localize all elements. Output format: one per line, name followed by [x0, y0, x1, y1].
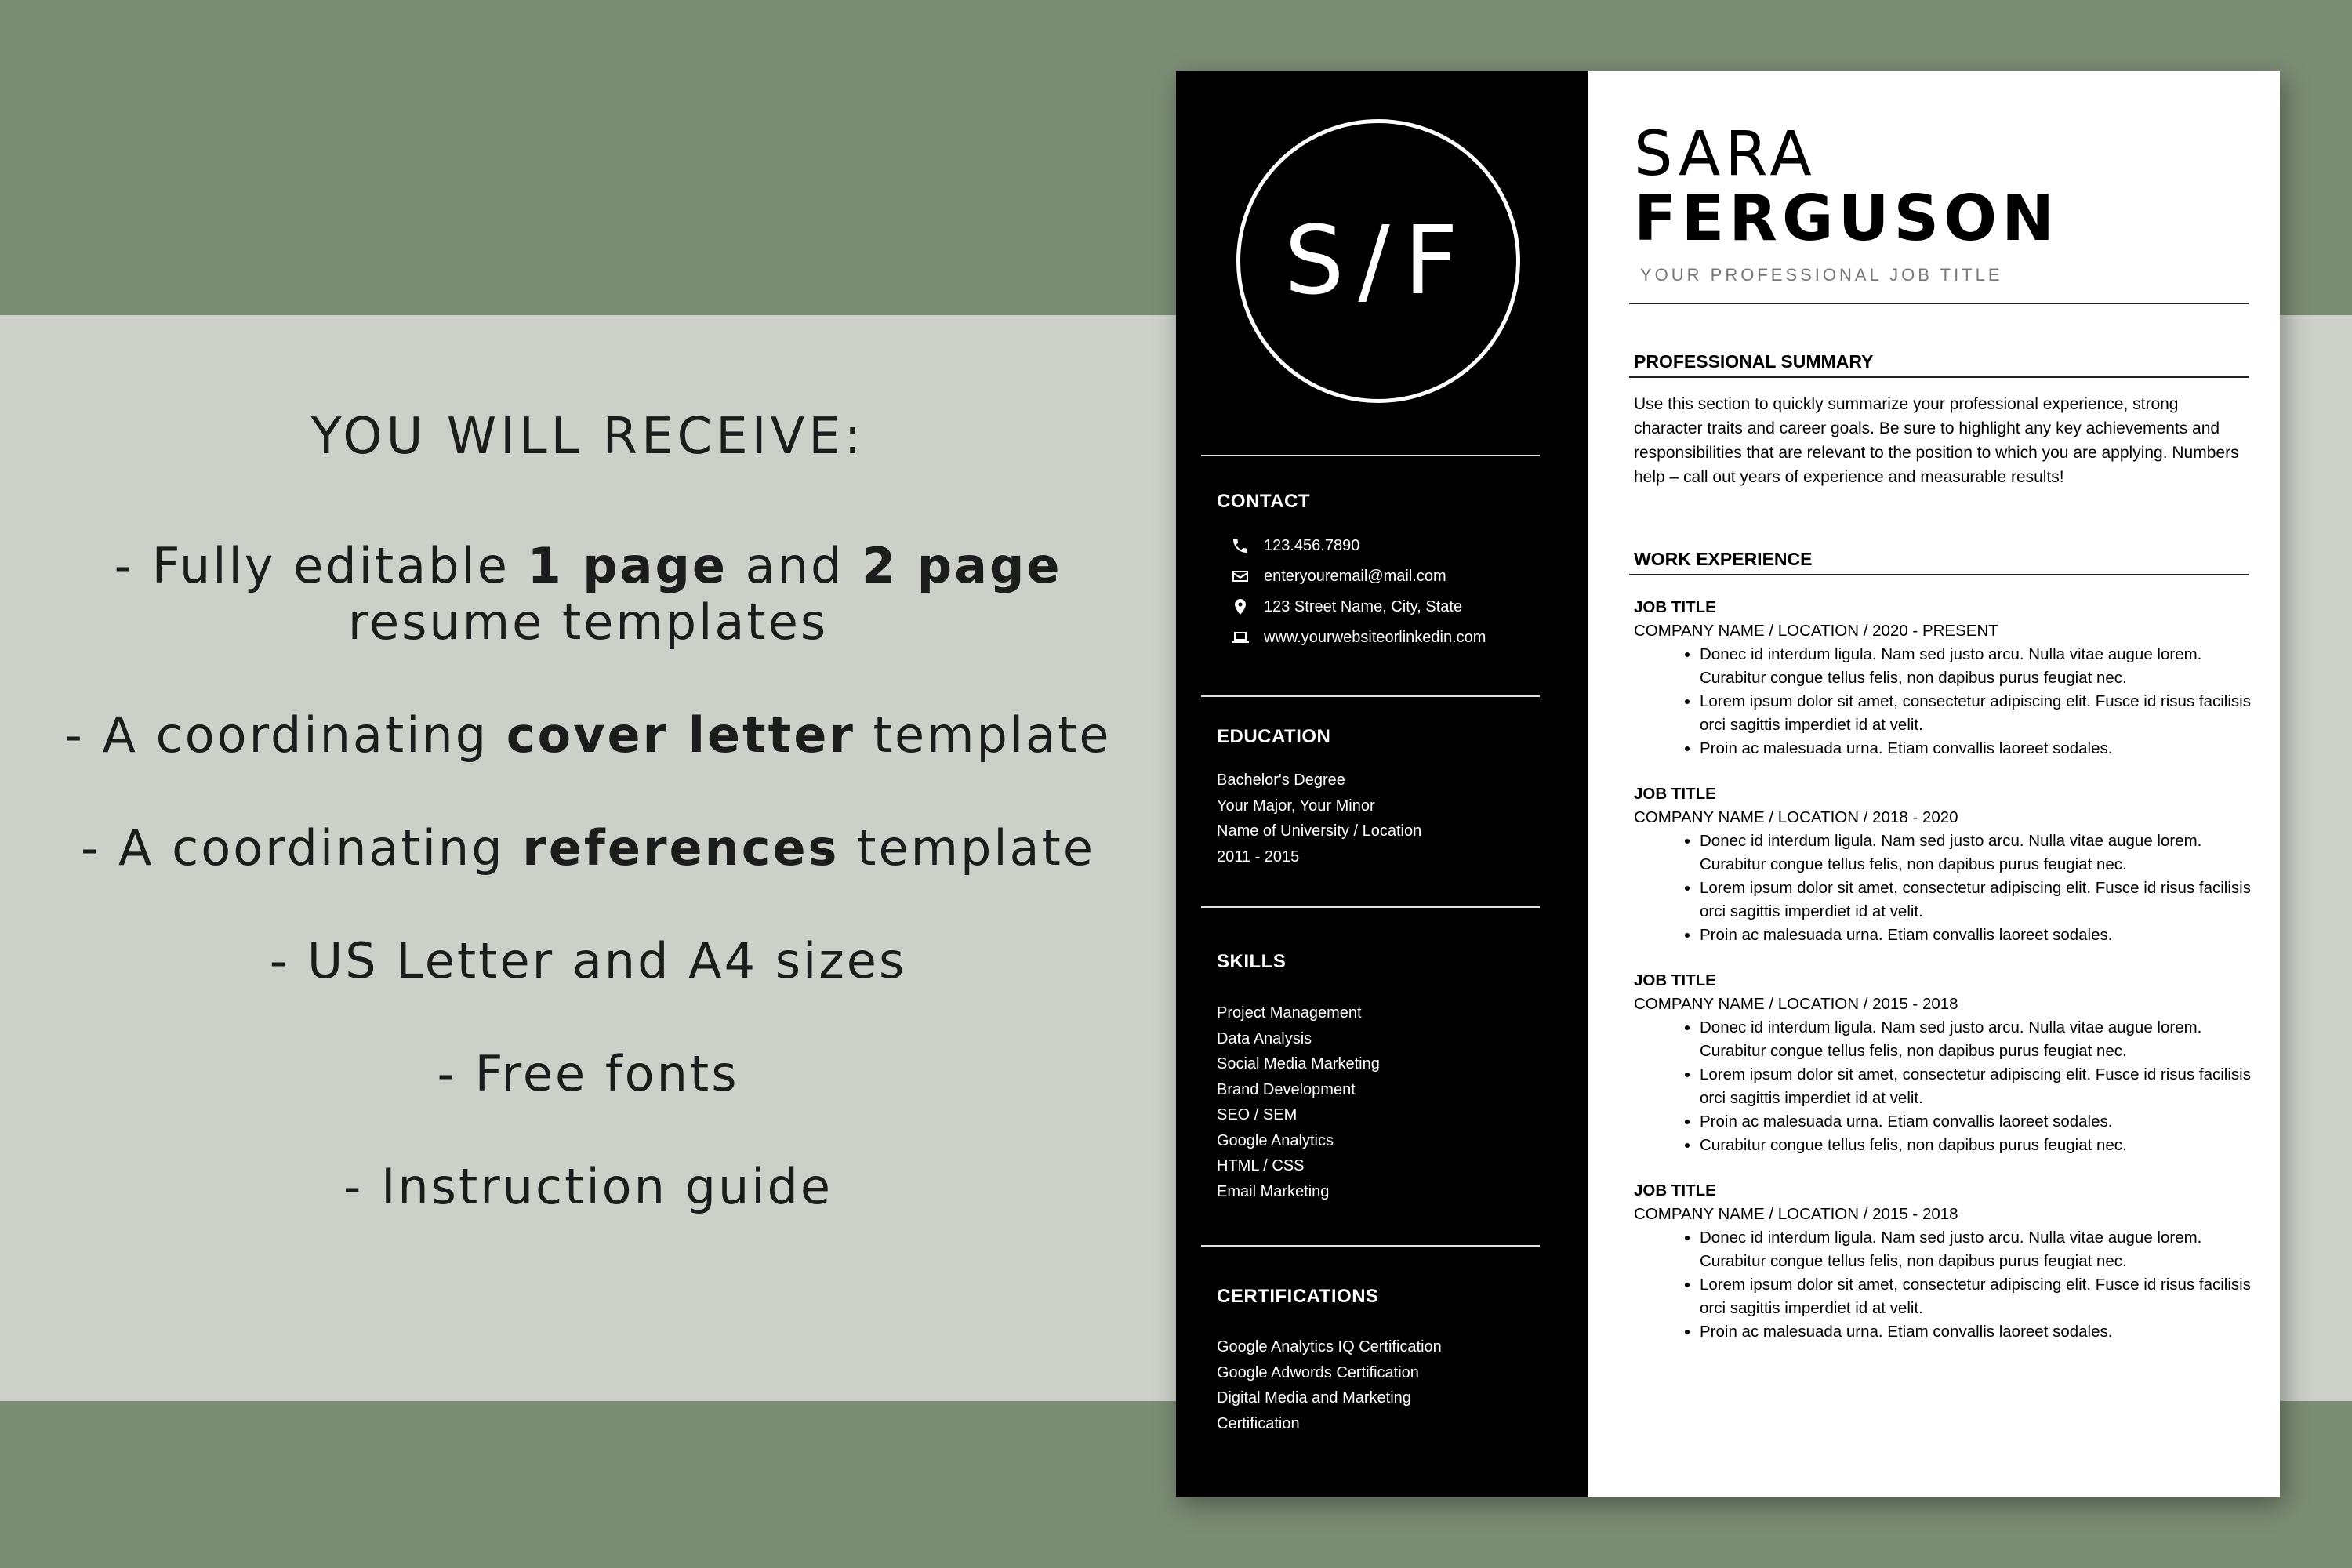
summary-title: PROFESSIONAL SUMMARY: [1634, 351, 1874, 372]
job-bullet: • Proin ac malesuada urna. Etiam convallis laoreet sodales.: [1700, 1320, 2253, 1344]
job-bullet: • Donec id interdum ligula. Nam sed justo arcu. Nulla vitae augue lorem. Curabitur congue tellus felis, non dapibus purus feugiat nec.: [1700, 1226, 2253, 1273]
divider: [1201, 1245, 1540, 1247]
certification-line: Google Adwords Certification: [1217, 1363, 1419, 1381]
job-bullet: • Lorem ipsum dolor sit amet, consectetur adipiscing elit. Fusce id risus facilisis orci sagittis imperdiet id at velit.: [1700, 1063, 2253, 1110]
education-line: Name of University / Location: [1217, 822, 1422, 840]
job-title: YOUR PROFESSIONAL JOB TITLE: [1640, 265, 2003, 285]
divider: [1629, 376, 2249, 378]
job-entry-company: COMPANY NAME / LOCATION / 2015 - 2018: [1634, 1205, 1958, 1223]
certification-line: Google Analytics IQ Certification: [1217, 1338, 1442, 1356]
education-title: EDUCATION: [1217, 726, 1331, 747]
job-bullet: • Proin ac malesuada urna. Etiam convallis laoreet sodales.: [1700, 924, 2253, 947]
promo-item-text: resume templates: [347, 593, 829, 651]
last-name: FERGUSON: [1634, 182, 2060, 255]
education-line: Bachelor's Degree: [1217, 771, 1345, 789]
promo-item-5: - Free fonts: [437, 1045, 739, 1102]
work-title: WORK EXPERIENCE: [1634, 549, 1813, 569]
contact-phone-text: 123.456.7890: [1264, 536, 1360, 554]
job-bullet: • Donec id interdum ligula. Nam sed justo arcu. Nulla vitae augue lorem. Curabitur congue tellus felis, non dapibus purus feugiat nec.: [1700, 829, 2253, 877]
divider: [1629, 303, 2249, 304]
job-entry: [1634, 1179, 2253, 1344]
skill-item: Project Management: [1217, 1004, 1362, 1022]
skill-item: Social Media Marketing: [1217, 1055, 1380, 1073]
certification-line: Certification: [1217, 1414, 1300, 1432]
job-bullet: • Donec id interdum ligula. Nam sed justo arcu. Nulla vitae augue lorem. Curabitur congue tellus felis, non dapibus purus feugiat nec.: [1700, 643, 2253, 690]
skill-item: Brand Development: [1217, 1080, 1356, 1098]
job-entry-company: COMPANY NAME / LOCATION / 2020 - PRESENT: [1634, 622, 1998, 640]
first-name: SARA: [1634, 119, 1817, 190]
laptop-icon: [1231, 628, 1250, 647]
mail-icon: [1231, 567, 1250, 586]
resume-main: [1588, 71, 2280, 1497]
promo-item-text: - A coordinating: [80, 819, 523, 877]
monogram-circle: S/F: [1236, 119, 1520, 403]
certification-line: Digital Media and Marketing: [1217, 1389, 1411, 1406]
contact-address-text: 123 Street Name, City, State: [1264, 597, 1463, 615]
job-entry-title: JOB TITLE: [1634, 971, 1716, 989]
contact-email: [1231, 564, 1446, 588]
job-bullet: • Donec id interdum ligula. Nam sed justo arcu. Nulla vitae augue lorem. Curabitur congue tellus felis, non dapibus purus feugiat nec.: [1700, 1016, 2253, 1063]
skill-item: Data Analysis: [1217, 1029, 1312, 1047]
skill-item: SEO / SEM: [1217, 1106, 1298, 1123]
contact-website-text: www.yourwebsiteorlinkedin.com: [1264, 628, 1486, 646]
job-entry-company: COMPANY NAME / LOCATION / 2018 - 2020: [1634, 808, 1958, 826]
skill-item: Email Marketing: [1217, 1182, 1330, 1200]
job-bullet: • Lorem ipsum dolor sit amet, consectetur adipiscing elit. Fusce id risus facilisis orci sagittis imperdiet id at velit.: [1700, 690, 2253, 737]
contact-email-text: enteryouremail@mail.com: [1264, 567, 1446, 585]
job-bullet: • Proin ac malesuada urna. Etiam convallis laoreet sodales.: [1700, 1110, 2253, 1134]
job-bullet: • Proin ac malesuada urna. Etiam convallis laoreet sodales.: [1700, 737, 2253, 760]
promo-item-bold: cover letter: [506, 706, 855, 764]
promo-item-text: - Fully editable: [114, 537, 528, 594]
promo-item-2: [31, 707, 1145, 764]
promo-item-bold: references: [522, 819, 840, 877]
promo-item-bold: 2 page: [862, 537, 1062, 594]
summary-text: Use this section to quickly summarize your professional experience, strong character traits and career goals. Be sure to highlight any key achievements and responsibilities that are relevant to the position to which you are applying. Numbers help – call out years of experience and measurable results!: [1634, 395, 2239, 486]
skill-item: Google Analytics: [1217, 1131, 1334, 1149]
job-entry: [1634, 596, 2253, 760]
contact-phone: [1231, 534, 1359, 557]
skills-title: SKILLS: [1217, 951, 1287, 972]
contact-address: [1231, 595, 1462, 619]
promo-list: [31, 408, 1145, 1272]
job-entry-company: COMPANY NAME / LOCATION / 2015 - 2018: [1634, 995, 1958, 1013]
job-bullet: • Lorem ipsum dolor sit amet, consectetur adipiscing elit. Fusce id risus facilisis orci sagittis imperdiet id at velit.: [1700, 877, 2253, 924]
promo-item-3: [31, 820, 1145, 877]
job-entry-title: JOB TITLE: [1634, 785, 1716, 803]
job-bullet: • Lorem ipsum dolor sit amet, consectetur adipiscing elit. Fusce id risus facilisis orci sagittis imperdiet id at velit.: [1700, 1273, 2253, 1320]
job-entry: [1634, 969, 2253, 1157]
job-bullet: • Curabitur congue tellus felis, non dapibus purus feugiat nec.: [1700, 1134, 2253, 1157]
skill-item: HTML / CSS: [1217, 1157, 1305, 1174]
divider: [1201, 906, 1540, 908]
education-line: 2011 - 2015: [1217, 848, 1300, 866]
promo-item-text: and: [727, 537, 862, 594]
certifications-title: CERTIFICATIONS: [1217, 1286, 1379, 1307]
promo-item-4: - US Letter and A4 sizes: [269, 932, 907, 989]
divider: [1201, 455, 1540, 456]
promo-item-6: - Instruction guide: [343, 1158, 833, 1215]
promo-item-text: - A coordinating: [64, 706, 506, 764]
promo-item-text: template: [855, 706, 1112, 764]
education-list: [1217, 768, 1421, 869]
resume-page: [1176, 71, 2280, 1497]
location-pin-icon: [1231, 597, 1250, 616]
education-line: Your Major, Your Minor: [1217, 797, 1375, 815]
job-entry: [1634, 782, 2253, 947]
certifications-list: [1217, 1334, 1442, 1436]
contact-website: [1231, 626, 1486, 649]
job-entry-title: JOB TITLE: [1634, 1181, 1716, 1200]
promo-heading: YOU WILL RECEIVE:: [310, 408, 866, 466]
resume-sidebar: [1176, 71, 1588, 1497]
contact-title: CONTACT: [1217, 491, 1311, 512]
divider: [1629, 574, 2249, 575]
promo-item-text: template: [839, 819, 1096, 877]
job-entry-title: JOB TITLE: [1634, 598, 1716, 616]
promo-item-1: [31, 538, 1145, 651]
skills-list: [1217, 1000, 1380, 1204]
divider: [1201, 695, 1540, 697]
phone-icon: [1231, 536, 1250, 555]
promo-item-bold: 1 page: [527, 537, 728, 594]
